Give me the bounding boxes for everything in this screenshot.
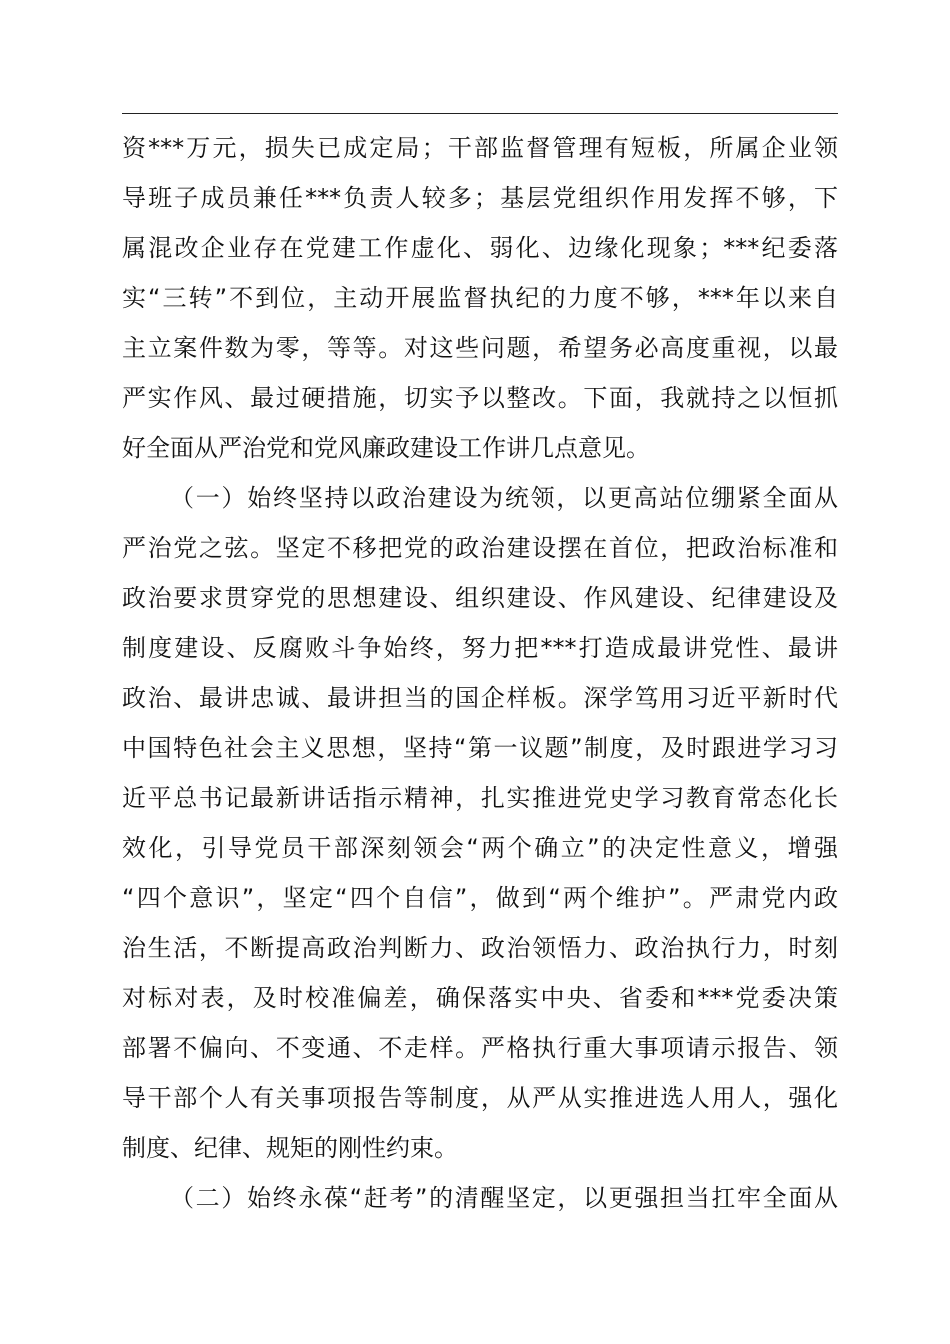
text-line: 对标对表，及时校准偏差，确保落实中央、省委和***党委决策 <box>122 984 838 1012</box>
text-line: 严实作风、最过硬措施，切实予以整改。下面，我就持之以恒抓 <box>122 384 838 412</box>
text-line: 部署不偏向、不变通、不走样。严格执行重大事项请示报告、领 <box>122 1034 838 1062</box>
text-line: 政治要求贯穿党的思想建设、组织建设、作风建设、纪律建设及 <box>122 584 838 612</box>
text-line: 政治、最讲忠诚、最讲担当的国企样板。深学笃用习近平新时代 <box>122 684 838 712</box>
text-line: 制度、纪律、规矩的刚性约束。 <box>122 1134 458 1162</box>
text-line: 导班子成员兼任***负责人较多；基层党组织作用发挥不够，下 <box>122 184 838 212</box>
text-line: 好全面从严治党和党风廉政建设工作讲几点意见。 <box>122 434 650 462</box>
text-line: 治生活，不断提高政治判断力、政治领悟力、政治执行力，时刻 <box>122 934 838 962</box>
text-line: 严治党之弦。坚定不移把党的政治建设摆在首位，把政治标准和 <box>122 534 838 562</box>
header-rule <box>122 113 838 114</box>
body-text <box>122 123 838 1223</box>
text-line: 中国特色社会主义思想，坚持“第一议题”制度，及时跟进学习习 <box>122 734 838 762</box>
text-line: 导干部个人有关事项报告等制度，从严从实推进选人用人，强化 <box>122 1084 838 1112</box>
paragraph-first-line: （一）始终坚持以政治建设为统领，以更高站位绷紧全面从 <box>170 484 838 512</box>
text-line: 制度建设、反腐败斗争始终，努力把***打造成最讲党性、最讲 <box>122 634 838 662</box>
text-line: 近平总书记最新讲话指示精神，扎实推进党史学习教育常态化长 <box>122 784 838 812</box>
paragraph-first-line: （二）始终永葆“赶考”的清醒坚定，以更强担当扛牢全面从 <box>170 1184 838 1212</box>
text-line: 资***万元，损失已成定局；干部监督管理有短板，所属企业领 <box>122 134 838 162</box>
text-line: “四个意识”，坚定“四个自信”，做到“两个维护”。严肃党内政 <box>122 884 838 912</box>
text-line: 实“三转”不到位，主动开展监督执纪的力度不够，***年以来自 <box>122 284 838 312</box>
text-line: 效化，引导党员干部深刻领会“两个确立”的决定性意义，增强 <box>122 834 838 862</box>
text-line: 主立案件数为零，等等。对这些问题，希望务必高度重视，以最 <box>122 334 838 362</box>
text-line: 属混改企业存在党建工作虚化、弱化、边缘化现象；***纪委落 <box>122 234 838 262</box>
